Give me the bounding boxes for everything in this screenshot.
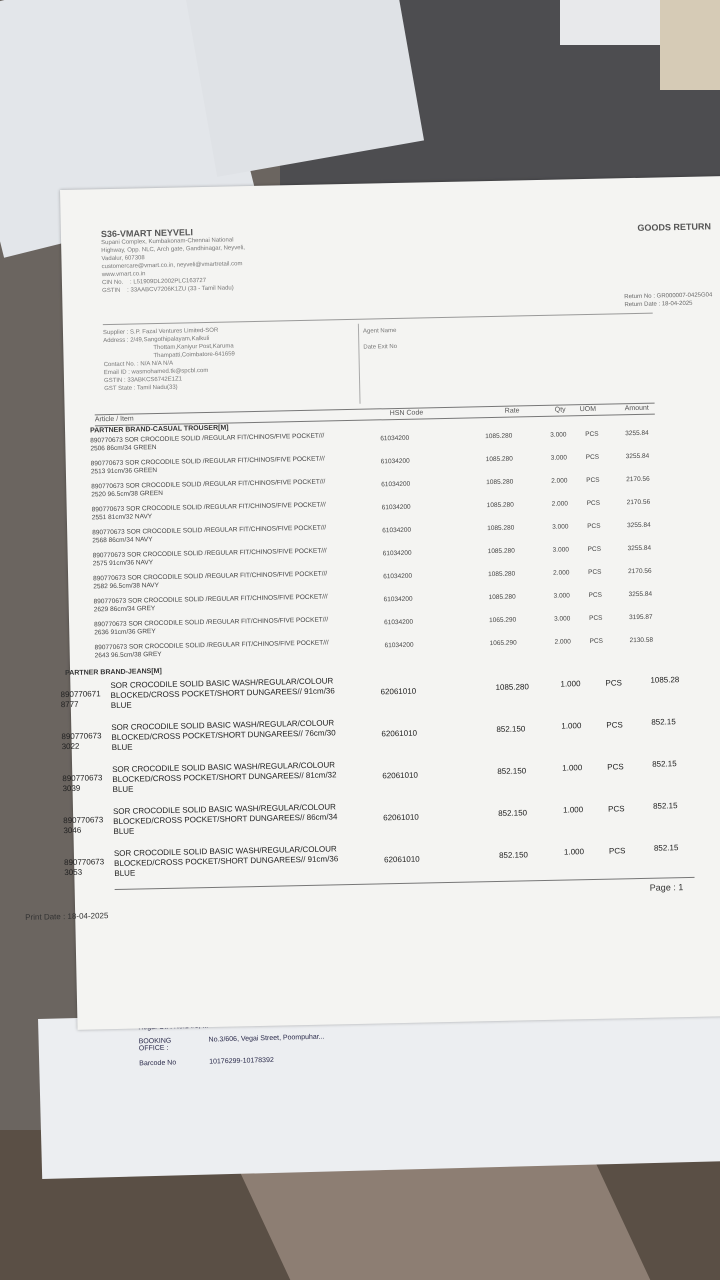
cell-hsn: 62061010 bbox=[381, 728, 418, 739]
cell-uom: PCS bbox=[587, 522, 601, 531]
item-line: 2506 86cm/34 GREEN bbox=[90, 444, 157, 453]
group-header: PARTNER BRAND-CASUAL TROUSER[M] bbox=[89, 424, 229, 435]
cell-rate: 1065.290 bbox=[489, 616, 517, 625]
cell-amt: 2130.58 bbox=[629, 636, 654, 645]
cell-amt: 3255.84 bbox=[625, 429, 649, 438]
cell-qty: 1.000 bbox=[561, 721, 582, 731]
item-line: 2551 81cm/32 NAVY bbox=[91, 513, 153, 522]
item-line: BLUE bbox=[111, 742, 133, 753]
cell-qty: 1.000 bbox=[562, 763, 583, 773]
item-line: BLOCKED/CROSS POCKET/SHORT DUNGAREES// 91cm/36 bbox=[110, 686, 335, 701]
cell-amt: 852.15 bbox=[652, 759, 677, 769]
item-line: 890770673 SOR CROCODILE SOLID /REGULAR FIT/CHINOS/FIVE POCKET/// bbox=[91, 501, 326, 514]
cell-rate: 1085.280 bbox=[488, 593, 516, 602]
store-name: S36-VMART NEYVELI bbox=[100, 227, 194, 240]
cell-hsn: 62061010 bbox=[382, 770, 419, 781]
code-line: 3053 bbox=[64, 867, 83, 878]
cell-rate: 1085.280 bbox=[488, 570, 516, 579]
item-description bbox=[114, 844, 375, 879]
cell-hsn: 62061010 bbox=[380, 686, 417, 697]
cell-qty: 2.000 bbox=[554, 638, 571, 646]
item-code bbox=[60, 689, 108, 710]
item-line: 2582 96.5cm/38 NAVY bbox=[93, 582, 160, 591]
code-line: 3039 bbox=[62, 783, 81, 794]
cell-rate: 1085.280 bbox=[485, 455, 513, 464]
cell-amt: 2170.56 bbox=[626, 475, 650, 484]
cell-amt: 852.15 bbox=[653, 843, 679, 853]
item-line: 890770673 SOR CROCODILE SOLID /REGULAR FIT/CHINOS/FIVE POCKET/// bbox=[92, 547, 327, 560]
cell-uom: PCS bbox=[608, 846, 626, 856]
cell-uom: PCS bbox=[586, 499, 601, 508]
slip-booking-label: BOOKING OFFICE : bbox=[138, 1037, 172, 1053]
cell-amt: 3255.84 bbox=[625, 452, 650, 461]
item-description bbox=[113, 802, 374, 837]
cell-qty: 3.000 bbox=[552, 523, 569, 531]
page-number: Page : 1 bbox=[649, 882, 684, 893]
cell-rate: 1065.290 bbox=[489, 639, 517, 648]
item-line: 890770673 SOR CROCODILE SOLID /REGULAR FIT/CHINOS/FIVE POCKET/// bbox=[94, 639, 329, 652]
cell-qty: 3.000 bbox=[550, 454, 568, 462]
cell-qty: 2.000 bbox=[551, 477, 568, 485]
code-line: 890770671 bbox=[60, 689, 101, 700]
cell-hsn: 61034200 bbox=[384, 641, 414, 650]
cell-amt: 1085.28 bbox=[650, 675, 680, 685]
item-line: BLUE bbox=[113, 826, 135, 837]
cell-amt: 2170.56 bbox=[628, 567, 652, 576]
cell-hsn: 61034200 bbox=[380, 457, 410, 466]
slip-barcode-label: Barcode No bbox=[139, 1059, 177, 1068]
cell-rate: 1085.280 bbox=[487, 547, 515, 556]
item-line: 2643 96.5cm/38 GREY bbox=[94, 650, 162, 660]
cell-rate: 1085.280 bbox=[495, 682, 529, 692]
code-line: 8777 bbox=[60, 699, 79, 710]
cell-uom: PCS bbox=[586, 476, 600, 485]
cell-rate: 852.150 bbox=[496, 724, 526, 734]
item-line: BLOCKED/CROSS POCKET/SHORT DUNGAREES// 81cm/32 bbox=[112, 770, 337, 785]
item-line: 890770673 SOR CROCODILE SOLID /REGULAR FIT/CHINOS/FIVE POCKET/// bbox=[93, 570, 328, 583]
code-line: 890770673 bbox=[63, 857, 105, 868]
cell-rate: 852.150 bbox=[498, 808, 528, 818]
cell-uom: PCS bbox=[588, 568, 602, 577]
item-line: 890770673 SOR CROCODILE SOLID /REGULAR FIT/CHINOS/FIVE POCKET/// bbox=[94, 616, 329, 629]
cell-rate: 1085.280 bbox=[486, 478, 514, 487]
cell-amt: 3255.84 bbox=[627, 544, 652, 553]
cell-hsn: 61034200 bbox=[383, 595, 413, 604]
item-line: BLUE bbox=[110, 700, 132, 711]
cell-qty: 1.000 bbox=[563, 847, 585, 857]
cell-hsn: 61034200 bbox=[383, 572, 413, 581]
print-date: Print Date : 18-04-2025 bbox=[25, 911, 109, 922]
item-line: 890770673 SOR CROCODILE SOLID /REGULAR FIT/CHINOS/FIVE POCKET/// bbox=[90, 432, 325, 445]
item-line: BLOCKED/CROSS POCKET/SHORT DUNGAREES// 76cm/30 bbox=[111, 728, 336, 743]
item-line: SOR CROCODILE SOLID BASIC WASH/REGULAR/COLOUR bbox=[111, 718, 335, 733]
item-description bbox=[110, 676, 371, 711]
code-line: 3022 bbox=[61, 741, 80, 752]
goods-return-document bbox=[25, 176, 720, 1030]
cell-uom: PCS bbox=[605, 678, 622, 688]
cell-qty: 3.000 bbox=[553, 592, 570, 600]
item-line: 2568 86cm/34 NAVY bbox=[92, 536, 153, 545]
slip-barcode-value: 10176299-10178392 bbox=[209, 1056, 274, 1066]
cell-hsn: 62061010 bbox=[383, 812, 419, 823]
return-info: Return No : GR000007-0425G04 Return Date : 18-04-2025 bbox=[624, 292, 713, 309]
cell-uom: PCS bbox=[587, 545, 602, 554]
cell-uom: PCS bbox=[589, 637, 604, 646]
code-line: 890770673 bbox=[62, 773, 103, 784]
cell-qty: 2.000 bbox=[551, 500, 569, 508]
item-line: 890770673 SOR CROCODILE SOLID /REGULAR FIT/CHINOS/FIVE POCKET/// bbox=[93, 593, 328, 606]
item-line: 2636 91cm/36 GREY bbox=[94, 628, 156, 637]
cell-hsn: 61034200 bbox=[384, 618, 414, 627]
item-code bbox=[64, 857, 112, 878]
item-line: 2520 96.5cm/38 GREEN bbox=[91, 489, 163, 499]
document-title: GOODS RETURN bbox=[637, 221, 712, 233]
cell-rate: 852.150 bbox=[498, 850, 529, 860]
cell-uom: PCS bbox=[606, 720, 623, 730]
cell-hsn: 61034200 bbox=[381, 503, 411, 512]
cell-hsn: 62061010 bbox=[384, 854, 420, 865]
cell-hsn: 61034200 bbox=[382, 549, 412, 558]
cell-qty: 1.000 bbox=[560, 679, 581, 689]
background-paper bbox=[560, 0, 670, 45]
item-code bbox=[63, 815, 111, 836]
cell-amt: 3255.84 bbox=[628, 590, 653, 599]
code-line: 890770673 bbox=[63, 815, 104, 826]
item-line: 890770673 SOR CROCODILE SOLID /REGULAR FIT/CHINOS/FIVE POCKET/// bbox=[92, 524, 327, 537]
item-line: BLOCKED/CROSS POCKET/SHORT DUNGAREES// 91cm/36 bbox=[114, 854, 339, 869]
slip-booking-value: No.3/606, Vegai Street, Poompuhar... bbox=[208, 1033, 325, 1044]
item-line: 2629 86cm/34 GREY bbox=[93, 605, 156, 614]
item-line: 2513 91cm/36 GREEN bbox=[90, 467, 158, 476]
item-line: BLOCKED/CROSS POCKET/SHORT DUNGAREES// 86cm/34 bbox=[113, 812, 338, 827]
cell-qty: 1.000 bbox=[563, 805, 584, 815]
cell-hsn: 61034200 bbox=[380, 434, 410, 443]
item-line: SOR CROCODILE SOLID BASIC WASH/REGULAR/COLOUR bbox=[113, 844, 337, 859]
cell-uom: PCS bbox=[585, 430, 599, 439]
item-line: SOR CROCODILE SOLID BASIC WASH/REGULAR/COLOUR bbox=[110, 676, 334, 691]
group-header: PARTNER BRAND-JEANS[M] bbox=[65, 667, 162, 677]
cell-qty: 2.000 bbox=[553, 569, 570, 577]
store-header bbox=[101, 217, 662, 295]
item-description bbox=[111, 718, 372, 753]
item-line: 2575 91cm/36 NAVY bbox=[92, 559, 154, 568]
item-line: 890770673 SOR CROCODILE SOLID /REGULAR FIT/CHINOS/FIVE POCKET/// bbox=[90, 455, 325, 468]
cell-uom: PCS bbox=[589, 614, 603, 623]
cell-uom: PCS bbox=[607, 762, 624, 772]
cell-rate: 1085.280 bbox=[485, 432, 513, 441]
store-address: Supani Complex, Kumbakonam-Chennai National Highway, Opp. NLC, Arch gate, Gandhinagar, Neyveli, Vadalur, 607308 customercare@vmart.co.in, neyveli@vmartretail.com www.vmart.co.in CIN No. : L51909DL2002PLC163727 GSTIN : 33AABCV7206K1ZU (33 - Tamil Nadu) bbox=[101, 237, 245, 295]
item-line: BLUE bbox=[114, 868, 136, 879]
cell-amt: 3195.87 bbox=[629, 613, 653, 622]
cell-amt: 852.15 bbox=[651, 717, 676, 727]
cell-rate: 1085.280 bbox=[487, 524, 515, 533]
item-code bbox=[62, 773, 110, 794]
cell-qty: 3.000 bbox=[550, 431, 567, 439]
item-code bbox=[61, 731, 109, 752]
cell-uom: PCS bbox=[585, 453, 600, 462]
code-line: 3046 bbox=[63, 825, 82, 836]
code-line: 890770673 bbox=[61, 731, 102, 742]
cell-hsn: 61034200 bbox=[382, 526, 412, 535]
cell-amt: 2170.56 bbox=[626, 498, 651, 507]
table-header: Article / Item HSN Code Rate Qty UOM Amount bbox=[95, 403, 655, 427]
cell-rate: 1085.280 bbox=[486, 501, 514, 510]
cell-amt: 852.15 bbox=[652, 801, 678, 811]
supplier-block: Supplier : S.P. Fazal Ventures Limited-SOR Address : 2/49,Sangothipalayam,Kalkuli Thottam,Kaniyur Post,Karuma Thampatti,Coimbatore-641659 Contact No. : N/A N/A N/A Email ID : wasmohamed.tk@spcbl.com GSTIN : 33ABKCS6742E1Z1 GST State : Tamil Nadu(33) Agent Name Date Exit No bbox=[103, 313, 655, 406]
background-wall bbox=[660, 0, 720, 90]
cell-qty: 3.000 bbox=[554, 615, 571, 623]
cell-qty: 3.000 bbox=[552, 546, 570, 554]
item-line: SOR CROCODILE SOLID BASIC WASH/REGULAR/COLOUR bbox=[112, 802, 336, 817]
cell-uom: PCS bbox=[588, 591, 603, 600]
item-line: SOR CROCODILE SOLID BASIC WASH/REGULAR/COLOUR bbox=[112, 760, 336, 775]
item-line: 890770673 SOR CROCODILE SOLID /REGULAR FIT/CHINOS/FIVE POCKET/// bbox=[91, 478, 326, 491]
cell-amt: 3255.84 bbox=[627, 521, 651, 530]
cell-rate: 852.150 bbox=[497, 766, 527, 776]
cell-hsn: 61034200 bbox=[381, 480, 411, 489]
item-line: BLUE bbox=[112, 784, 134, 795]
item-description bbox=[112, 760, 373, 795]
cell-uom: PCS bbox=[607, 804, 625, 814]
item-description bbox=[90, 431, 380, 453]
